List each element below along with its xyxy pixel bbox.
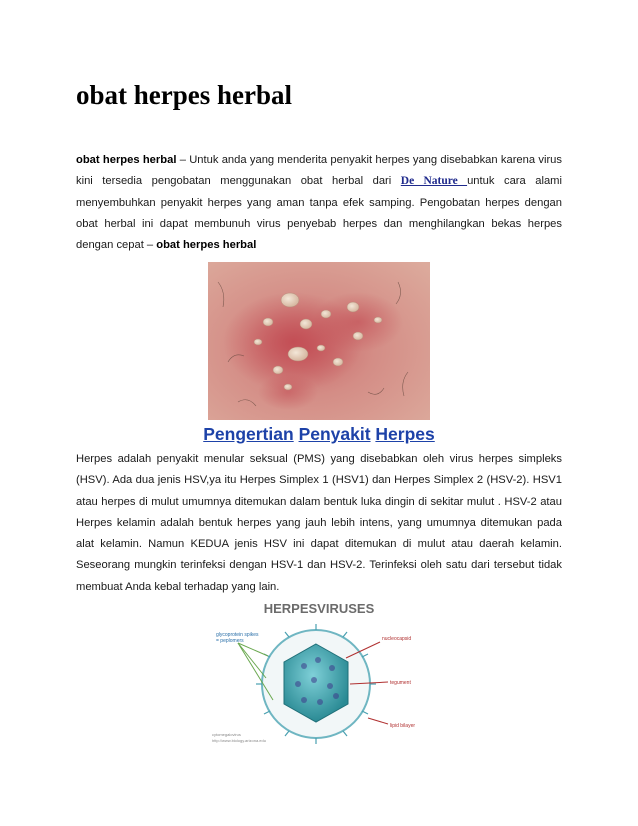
- lipid-bilayer-label: lipid bilayer: [390, 723, 416, 729]
- nucleocapsid-label: nucleocapsid: [382, 636, 412, 642]
- credit-line-2: http://www.biology.arizona.edu: [212, 738, 266, 743]
- herpes-skin-photo: [208, 262, 430, 420]
- de-nature-link[interactable]: De Nature: [400, 175, 468, 188]
- spikes-label: glycoprotein spikes: [216, 632, 259, 638]
- intro-text-1: – Untuk anda yang menderita penyakit herpes yang disebabkan karena virus kini tersedia pengobatan menggunakan obat herbal dari: [76, 154, 562, 188]
- herpesvirus-diagram: [208, 596, 430, 748]
- credit-line-1: cytomegalovirus: [212, 732, 241, 737]
- heading-word-herpes[interactable]: Herpes: [375, 424, 435, 444]
- peplomers-label: = peplomers: [216, 638, 244, 644]
- intro-lead-keyword: obat herpes herbal: [76, 154, 177, 166]
- diagram-title: HERPESVIRUSES: [263, 601, 375, 616]
- heading-word-penyakit[interactable]: Penyakit: [298, 424, 371, 444]
- section-body: Herpes adalah penyakit menular seksual (PMS) yang disebabkan oleh virus herpes simpleks (HSV). Ada dua jenis HSV,ya itu Herpes Simplex 1 (HSV1) dan Herpes Simplex 2 (HSV-2). HSV1 atau herpes di mulut umumnya ditemukan dalam bentuk luka dingin di sekitar mulut . HSV-2 atau Herpes kelamin adalah bentuk herpes yang jauh lebih intens, yang umumnya ditemukan pada alat kelamin. Namun KEDUA jenis HSV ini dapat ditemukan di mulut atau daerah kelamin. Seseorang mungkin terinfeksi dengan HSV-1 dan HSV-2. Terinfeksi oleh satu dari tersebut tidak membuat Anda kebal terhadap yang lain.: [76, 453, 562, 593]
- section-heading: [76, 424, 562, 445]
- intro-tail-keyword: obat herpes herbal: [156, 239, 257, 252]
- heading-word-pengertian[interactable]: Pengertian: [203, 424, 294, 444]
- page-title: obat herpes herbal: [76, 80, 292, 110]
- tegument-label: tegument: [390, 680, 411, 686]
- intro-paragraph: [76, 150, 562, 256]
- intro-text-2: untuk cara alami menyembuhkan penyakit herpes yang aman tanpa efek samping. Pengobatan herpes dengan obat herbal ini dapat membunuh virus penyebab herpes dan menghilangkan bekas herpes dengan cepat –: [76, 175, 562, 252]
